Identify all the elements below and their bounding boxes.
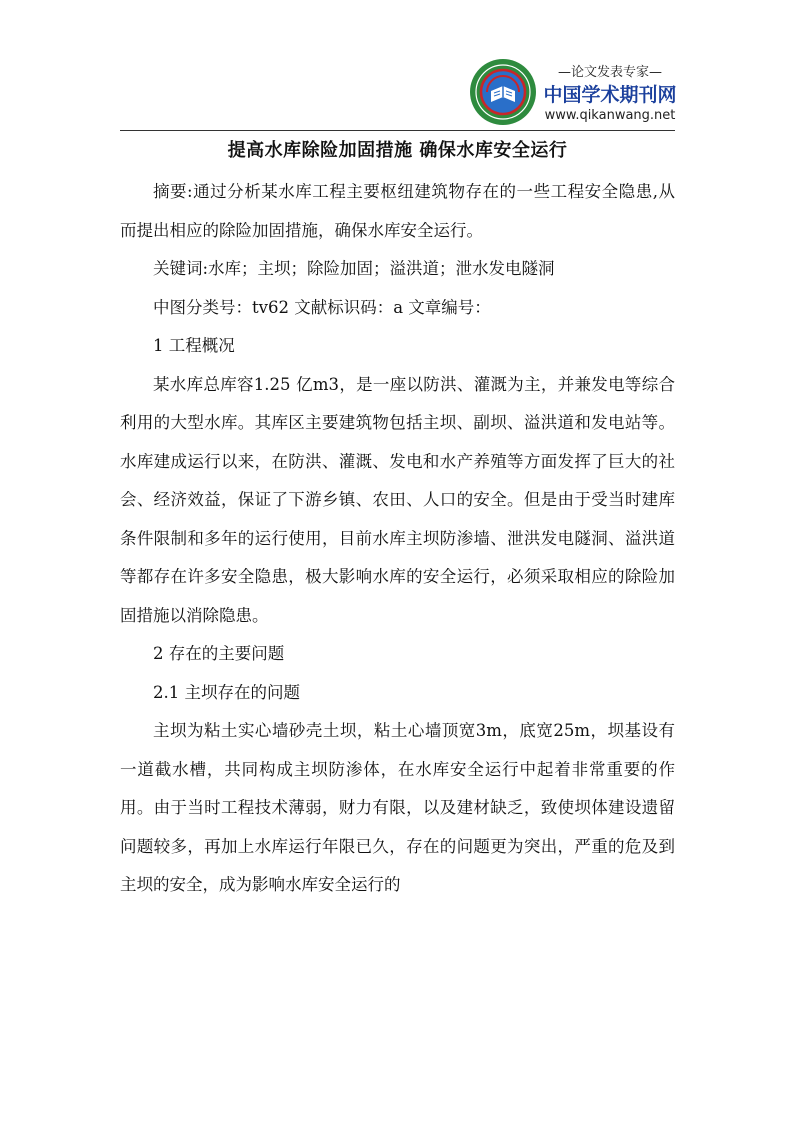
page-header	[0, 0, 794, 132]
seal-logo-icon	[469, 58, 537, 126]
logo-url: www.qikanwang.net	[544, 108, 676, 123]
article-body	[120, 134, 675, 905]
classification-paragraph: 中图分类号：tv62 文献标识码：a 文章编号：	[153, 297, 491, 317]
brand-logo	[540, 64, 680, 124]
section-heading-1: 1 工程概况	[153, 336, 235, 355]
logo-name: 中国学术期刊网	[543, 84, 677, 106]
logo-tagline: —论文发表专家—	[557, 65, 662, 80]
article-title: 提高水库除险加固措施 确保水库安全运行	[227, 140, 568, 161]
section-heading-2: 2 存在的主要问题	[153, 644, 285, 663]
keywords-paragraph: 关键词:水库；主坝；除险加固；溢洪道；泄水发电隧洞	[153, 259, 555, 278]
subsection-heading-2-1: 2.1 主坝存在的问题	[153, 682, 300, 702]
header-divider	[120, 130, 675, 131]
abstract-paragraph: 摘要:通过分析某水库工程主要枢纽建筑物存在的一些工程安全隐患,从而提出相应的除险加固措施，确保水库安全运行。	[120, 182, 675, 240]
body-paragraph: 主坝为粘土实心墙砂壳土坝，粘土心墙顶宽3m，底宽25m，坝基设有一道截水槽，共同构成主坝防渗体，在水库安全运行中起着非常重要的作用。由于当时工程技术薄弱，财力有限，以及建材缺乏，致使坝体建设遗留问题较多，再加上水库运行年限已久，存在的问题更为突出，严重的危及到主坝的安全，成为影响水库安全运行的	[120, 721, 675, 894]
body-paragraph: 某水库总库容1.25 亿m3，是一座以防洪、灌溉为主，并兼发电等综合利用的大型水库。其库区主要建筑物包括主坝、副坝、溢洪道和发电站等。水库建成运行以来，在防洪、灌溉、发电和水产养殖等方面发挥了巨大的社会、经济效益，保证了下游乡镇、农田、人口的安全。但是由于受当时建库条件限制和多年的运行使用，目前水库主坝防渗墙、泄洪发电隧洞、溢洪道等都存在许多安全隐患，极大影响水库的安全运行，必须采取相应的除险加固措施以消除隐患。	[120, 374, 675, 625]
